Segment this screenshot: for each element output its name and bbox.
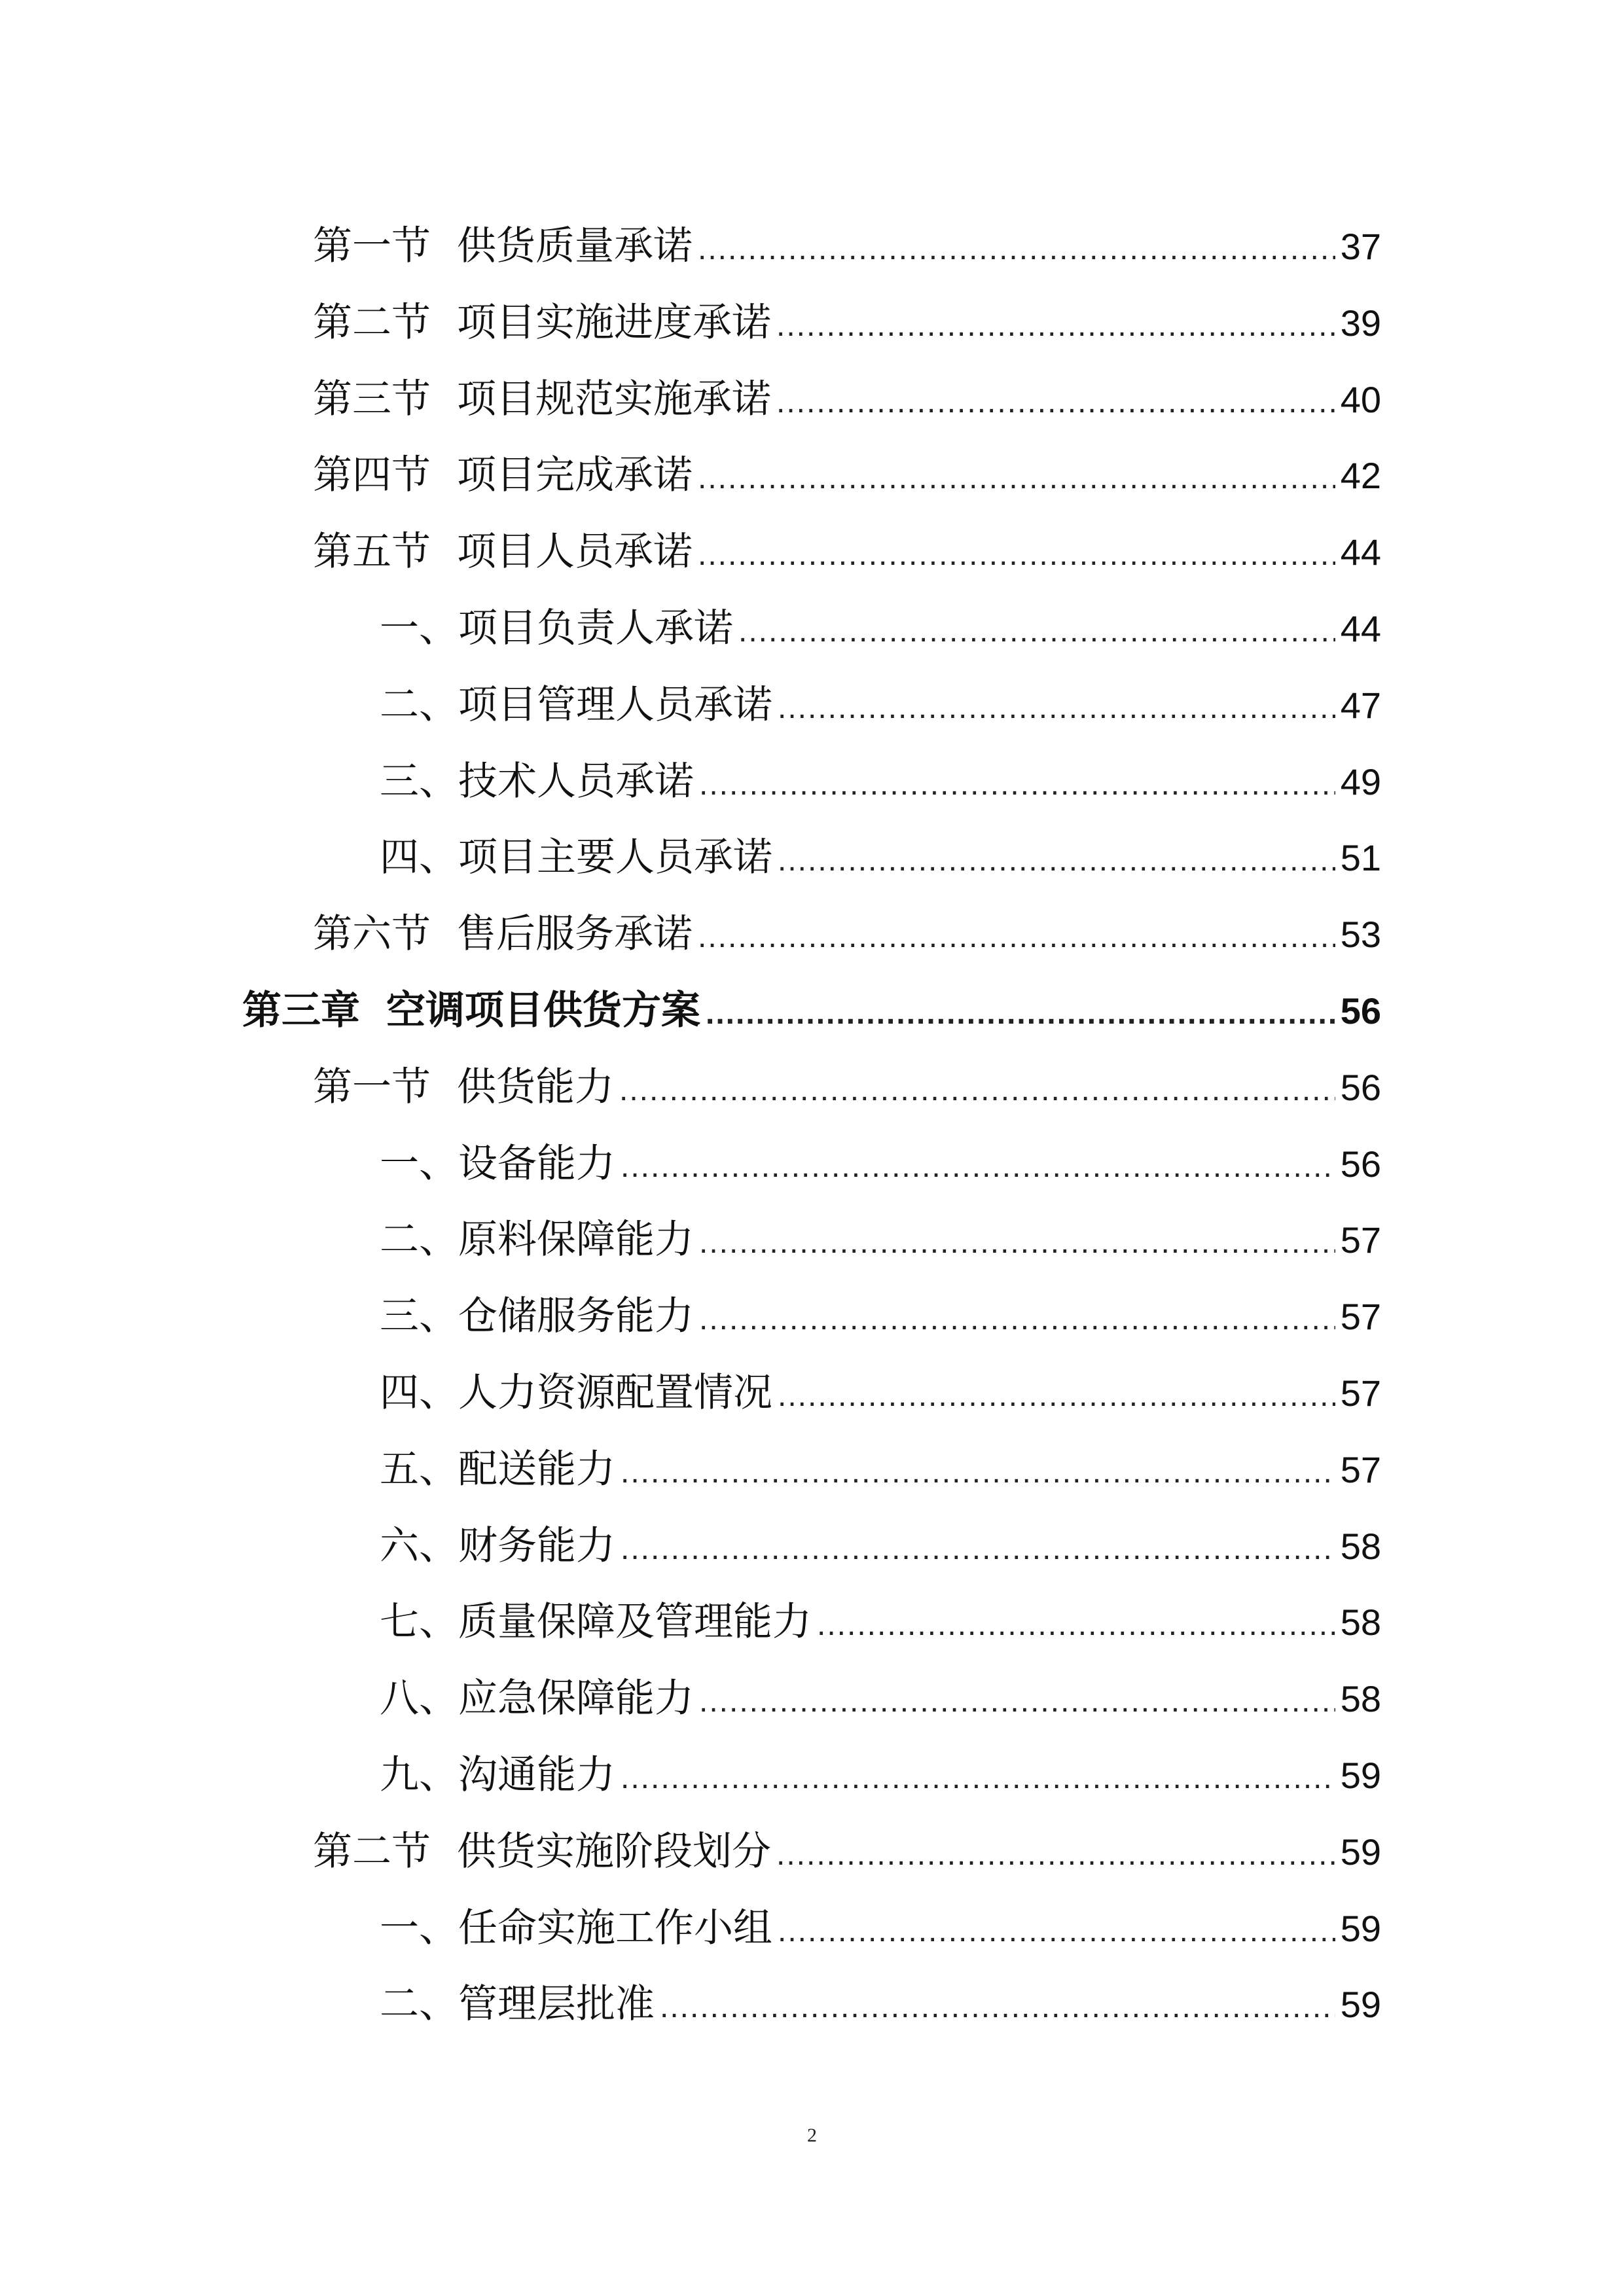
toc-dot-leader [698, 440, 1335, 517]
toc-subsection-entry[interactable] [242, 590, 1381, 667]
toc-entry-title: 项目完成承诺 [457, 452, 693, 499]
toc-entry-page: 44 [1340, 607, 1381, 649]
toc-dot-leader [706, 976, 1335, 1052]
toc-entry-page: 40 [1340, 378, 1381, 420]
toc-dot-leader [621, 1129, 1335, 1206]
toc-entry-title: 二、项目管理人员承诺 [380, 681, 772, 728]
toc-subsection-entry[interactable] [242, 1584, 1381, 1660]
toc-entry-page: 57 [1340, 1219, 1381, 1261]
toc-section-entry[interactable] [242, 285, 1381, 361]
toc-entry-page: 58 [1340, 1602, 1381, 1643]
toc-entry-title: 供货质量承诺 [457, 223, 693, 269]
toc-entry-page: 56 [1340, 1066, 1381, 1108]
toc-dot-leader [698, 211, 1335, 288]
toc-subsection-entry[interactable] [242, 1890, 1381, 1967]
toc-entry-title: 供货实施阶段划分 [457, 1828, 771, 1874]
toc-dot-leader [778, 670, 1335, 747]
toc-entry-title: 项目规范实施承诺 [457, 376, 771, 422]
toc-entry-number: 第一节 [313, 223, 431, 269]
toc-subsection-entry[interactable] [242, 1966, 1381, 2043]
toc-dot-leader [776, 288, 1335, 365]
toc-dot-leader [776, 365, 1335, 441]
toc-entry-page: 58 [1340, 1678, 1381, 1720]
toc-chapter-entry[interactable] [242, 973, 1381, 1049]
toc-entry-page: 37 [1340, 226, 1381, 267]
toc-entry-title: 项目人员承诺 [457, 529, 693, 575]
toc-dot-leader [738, 594, 1335, 670]
table-of-contents [242, 208, 1381, 2043]
toc-entry-title: 四、人力资源配置情况 [380, 1369, 772, 1416]
toc-entry-title: 三、仓储服务能力 [380, 1293, 694, 1340]
toc-entry-title: 供货能力 [457, 1064, 614, 1110]
toc-entry-number: 第三章 [242, 987, 360, 1033]
toc-section-entry[interactable] [242, 514, 1381, 590]
toc-entry-title: 项目实施进度承诺 [457, 299, 771, 346]
toc-entry-title: 二、原料保障能力 [380, 1217, 694, 1263]
toc-entry-page: 58 [1340, 1525, 1381, 1567]
toc-subsection-entry[interactable] [242, 1355, 1381, 1431]
toc-entry-title: 空调项目供货方案 [386, 987, 700, 1033]
toc-entry-title: 三、技术人员承诺 [380, 758, 694, 804]
toc-entry-page: 56 [1340, 990, 1381, 1031]
toc-entry-page: 53 [1340, 914, 1381, 956]
toc-dot-leader [660, 1969, 1335, 2046]
toc-entry-title: 九、沟通能力 [380, 1751, 615, 1798]
toc-entry-number: 第三节 [313, 376, 431, 422]
toc-section-entry[interactable] [242, 1049, 1381, 1126]
toc-entry-number: 第一节 [313, 1064, 431, 1110]
toc-entry-page: 47 [1340, 684, 1381, 726]
toc-subsection-entry[interactable] [242, 1126, 1381, 1202]
toc-entry-page: 49 [1340, 761, 1381, 802]
toc-section-entry[interactable] [242, 1814, 1381, 1890]
page-number: 2 [807, 2125, 817, 2146]
toc-entry-page: 59 [1340, 1831, 1381, 1873]
toc-section-entry[interactable] [242, 437, 1381, 514]
toc-dot-leader [699, 1282, 1335, 1358]
toc-entry-title: 一、设备能力 [380, 1140, 615, 1187]
toc-section-entry[interactable] [242, 208, 1381, 285]
toc-dot-leader [698, 517, 1335, 594]
toc-entry-page: 57 [1340, 1448, 1381, 1490]
toc-entry-page: 51 [1340, 837, 1381, 879]
toc-dot-leader [778, 1893, 1335, 1970]
toc-dot-leader [699, 1664, 1335, 1740]
toc-entry-title: 一、项目负责人承诺 [380, 605, 733, 651]
toc-entry-title: 八、应急保障能力 [380, 1676, 694, 1722]
toc-dot-leader [776, 1817, 1335, 1893]
toc-entry-page: 57 [1340, 1296, 1381, 1338]
toc-entry-title: 五、配送能力 [380, 1446, 615, 1492]
toc-subsection-entry[interactable] [242, 1202, 1381, 1278]
toc-dot-leader [619, 1052, 1335, 1129]
toc-subsection-entry[interactable] [242, 1660, 1381, 1737]
toc-entry-number: 第五节 [313, 529, 431, 575]
toc-dot-leader [778, 823, 1335, 899]
toc-entry-title: 四、项目主要人员承诺 [380, 834, 772, 881]
toc-dot-leader [778, 1358, 1335, 1435]
toc-entry-number: 第二节 [313, 1828, 431, 1874]
toc-subsection-entry[interactable] [242, 819, 1381, 896]
toc-dot-leader [698, 899, 1335, 976]
toc-entry-page: 57 [1340, 1372, 1381, 1414]
toc-entry-title: 一、任命实施工作小组 [380, 1905, 772, 1951]
toc-dot-leader [621, 1435, 1335, 1511]
toc-entry-number: 第六节 [313, 911, 431, 958]
toc-entry-title: 售后服务承诺 [457, 911, 693, 958]
toc-dot-leader [621, 1740, 1335, 1817]
toc-entry-page: 44 [1340, 531, 1381, 573]
toc-entry-page: 59 [1340, 1984, 1381, 2026]
toc-dot-leader [621, 1511, 1335, 1588]
toc-subsection-entry[interactable] [242, 1431, 1381, 1508]
toc-dot-leader [699, 1205, 1335, 1282]
toc-entry-page: 59 [1340, 1754, 1381, 1796]
toc-entry-title: 六、财务能力 [380, 1522, 615, 1569]
toc-dot-leader [817, 1587, 1335, 1664]
toc-subsection-entry[interactable] [242, 744, 1381, 820]
toc-entry-page: 42 [1340, 455, 1381, 497]
toc-entry-title: 七、质量保障及管理能力 [380, 1599, 812, 1645]
toc-dot-leader [699, 747, 1335, 823]
toc-entry-page: 56 [1340, 1143, 1381, 1185]
toc-subsection-entry[interactable] [242, 1508, 1381, 1585]
toc-entry-title: 二、管理层批准 [380, 1981, 655, 2028]
toc-subsection-entry[interactable] [242, 667, 1381, 744]
toc-section-entry[interactable] [242, 361, 1381, 438]
toc-subsection-entry[interactable] [242, 1737, 1381, 1814]
toc-entry-page: 59 [1340, 1907, 1381, 1949]
toc-entry-number: 第四节 [313, 452, 431, 499]
toc-entry-page: 39 [1340, 302, 1381, 344]
toc-entry-number: 第二节 [313, 299, 431, 346]
toc-subsection-entry[interactable] [242, 1278, 1381, 1355]
toc-section-entry[interactable] [242, 896, 1381, 973]
